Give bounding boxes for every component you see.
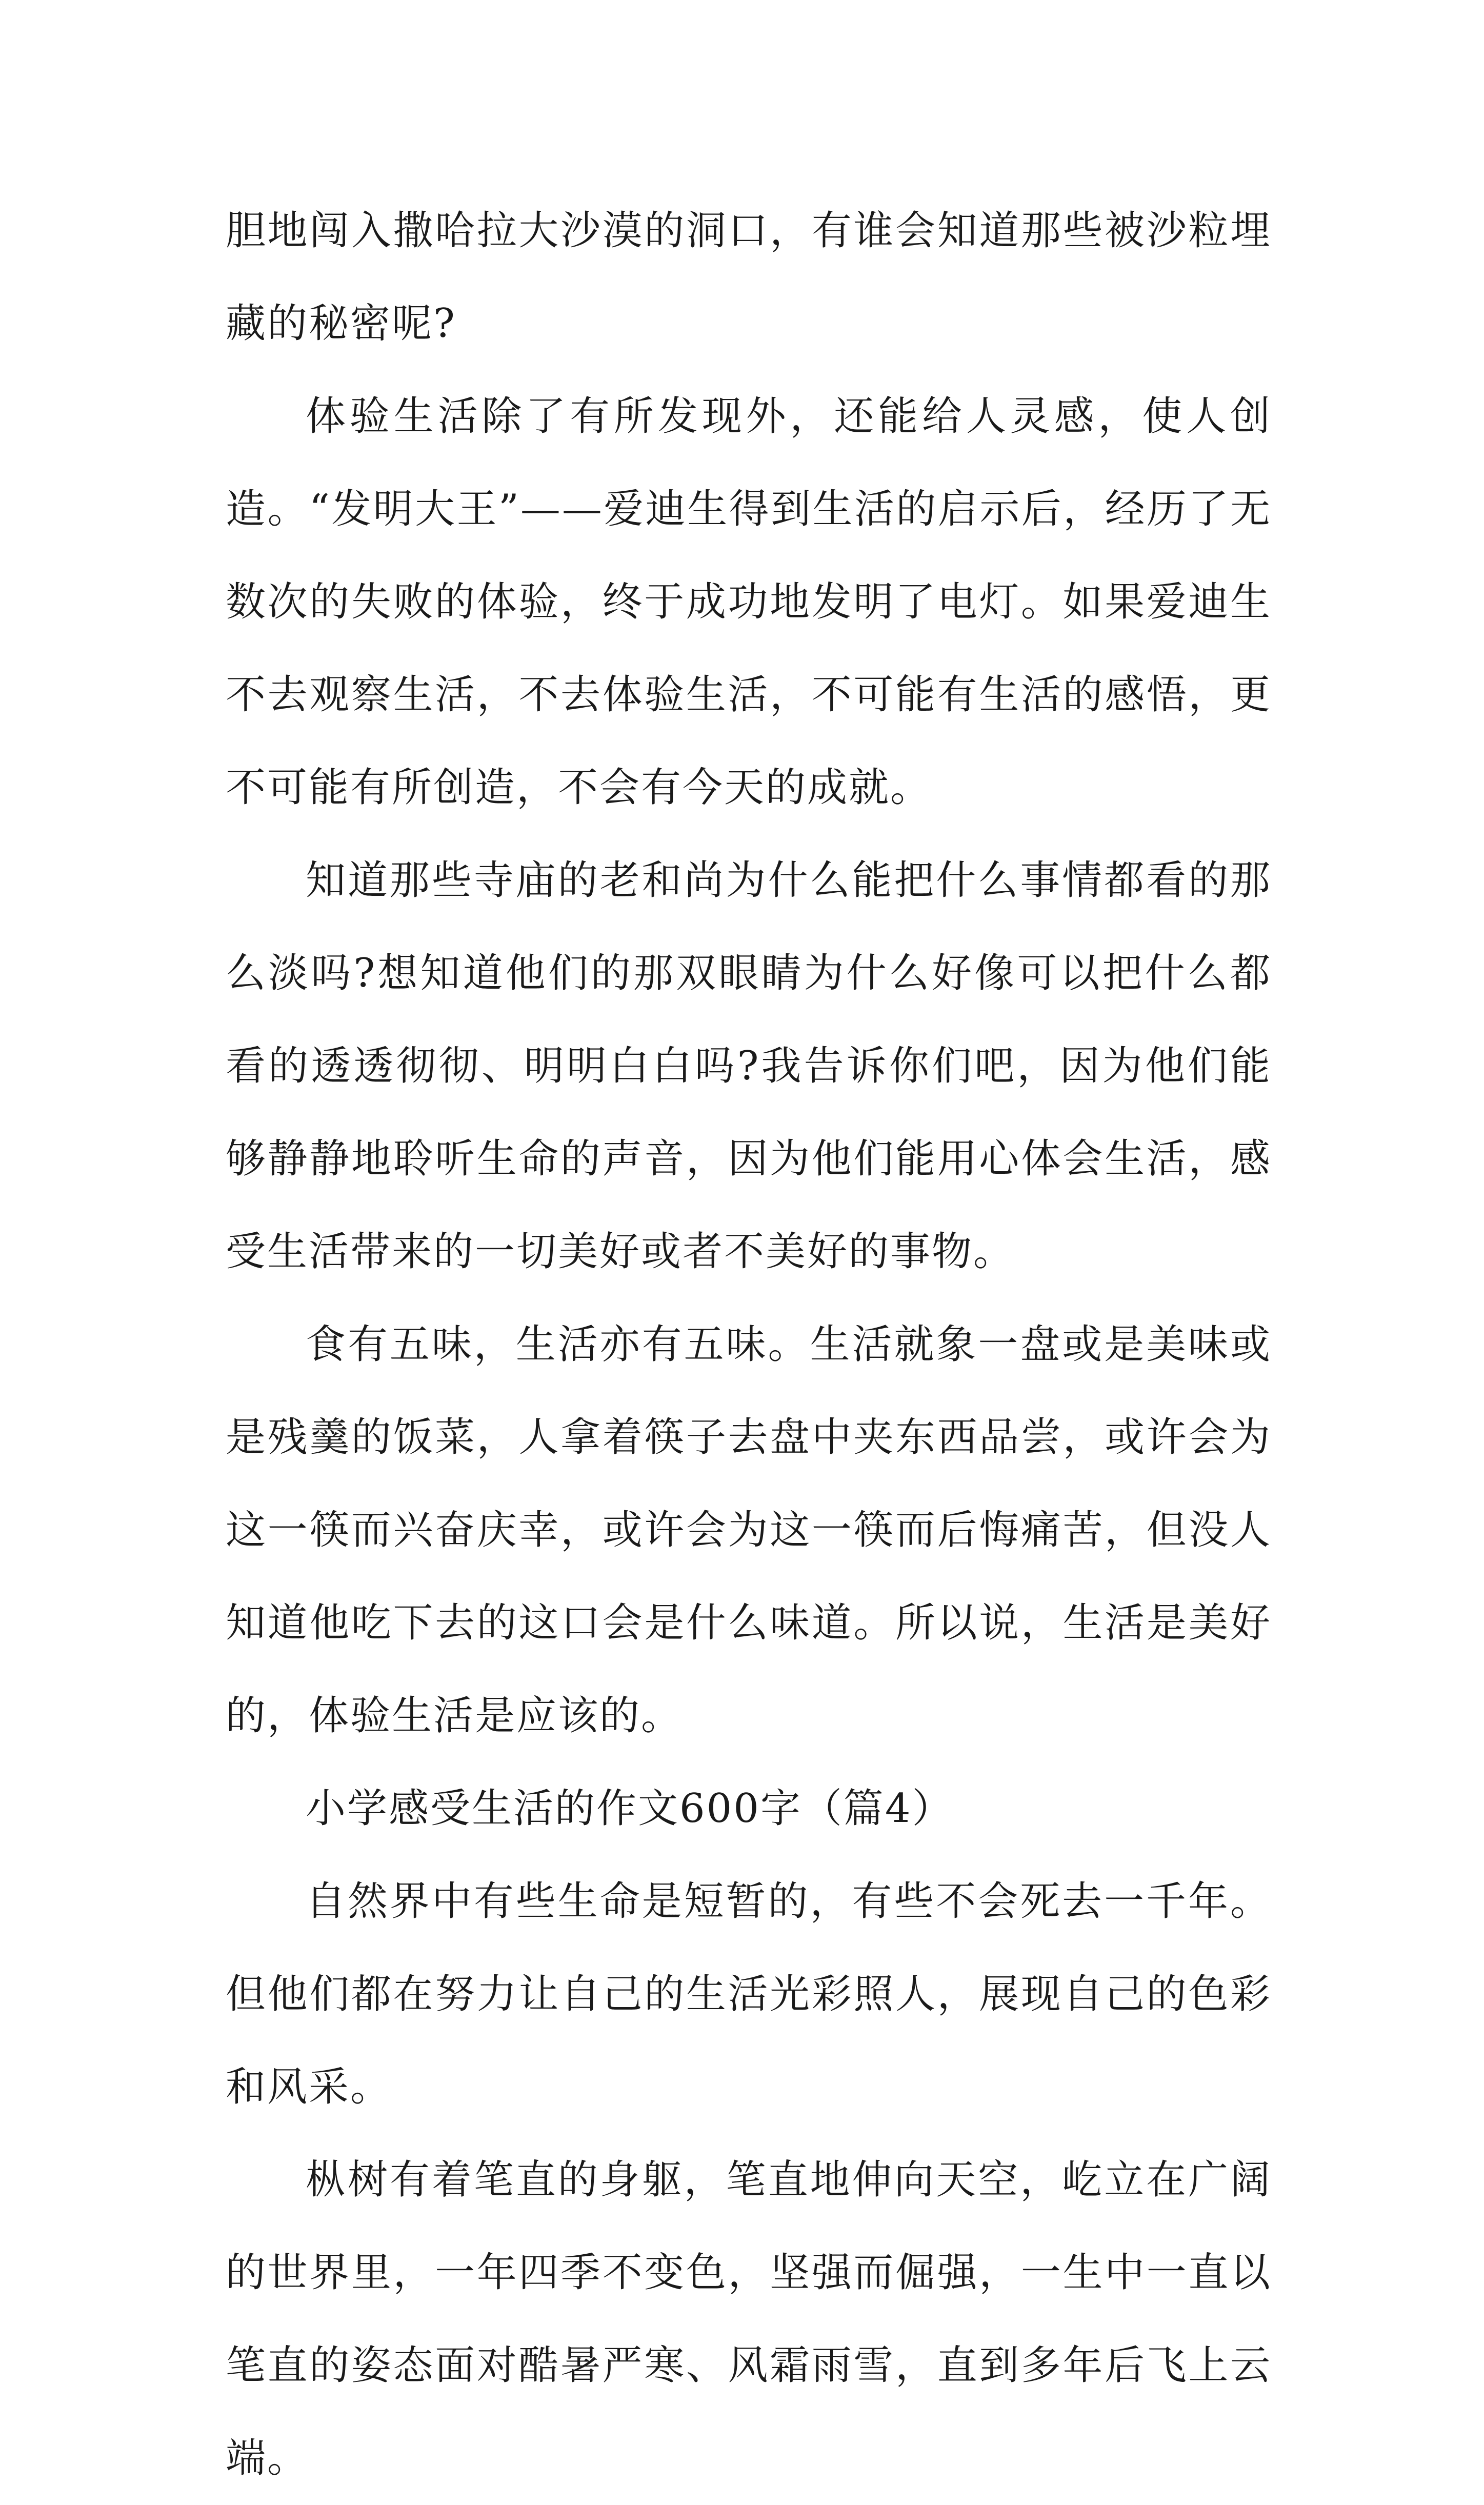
paragraph-2: 体验生活除了有所发现外，还能给人灵感，使人创造。“发明大王”——爱迪生得到生活的启示后，经历了无数次的失败的体验，终于成功地发明了电灯。如果爱迪生不去观察生活，不去体验生活，不可能有生活的感悟，更不可能有所创造，不会有今天的成就。: [226, 393, 1272, 811]
paragraph-5: 自然界中有些生命是短暂的，有些不会死去一千年。但他们都在努力让自己的生活光彩照人，展现自己的色彩和风采。: [226, 1878, 1272, 2110]
paragraph-3: 知道那些寺庙的老和尚为什么能把什么事情都看的那么淡吗?想知道他们的那双眼睛为什么好像可以把什么都看的透透彻彻、明明白白吗?我告诉你们吧，因为他们能够静静地聆听生命的声音，因为他们能用心体会生活，感受生活带来的一切美好或者不美好的事物。: [226, 857, 1272, 1275]
paragraph-4: 食有五味，生活亦有五味。生活就象一盘或是美味或是残羹的饭菜，人拿着筷子去盘中夹东西品尝，或许会为这一筷而兴奋庆幸，或许会为这一筷而后悔痛苦，但没人知道他吃下去的这口会是什么味道。所以说，生活是美好的，体验生活是应该的。: [226, 1321, 1272, 1739]
paragraph-1: 胆地闯入撒哈拉大沙漠的洞口，有谁会知道那些被沙粒埋藏的秘密呢?: [226, 208, 1272, 347]
section-heading: 小学感受生活的作文600字（篇4）: [306, 1786, 954, 1832]
document-page: [226, 185, 1272, 2505]
paragraph-6: 枞树有着笔直的身躯，笔直地伸向天空，屹立在广阔的世界里，一年四季不变色，坚强而倔强，一生中一直以笔直的姿态面对酷暑严寒、风霜雨雪，直到多年后飞上云端。: [226, 2157, 1272, 2481]
